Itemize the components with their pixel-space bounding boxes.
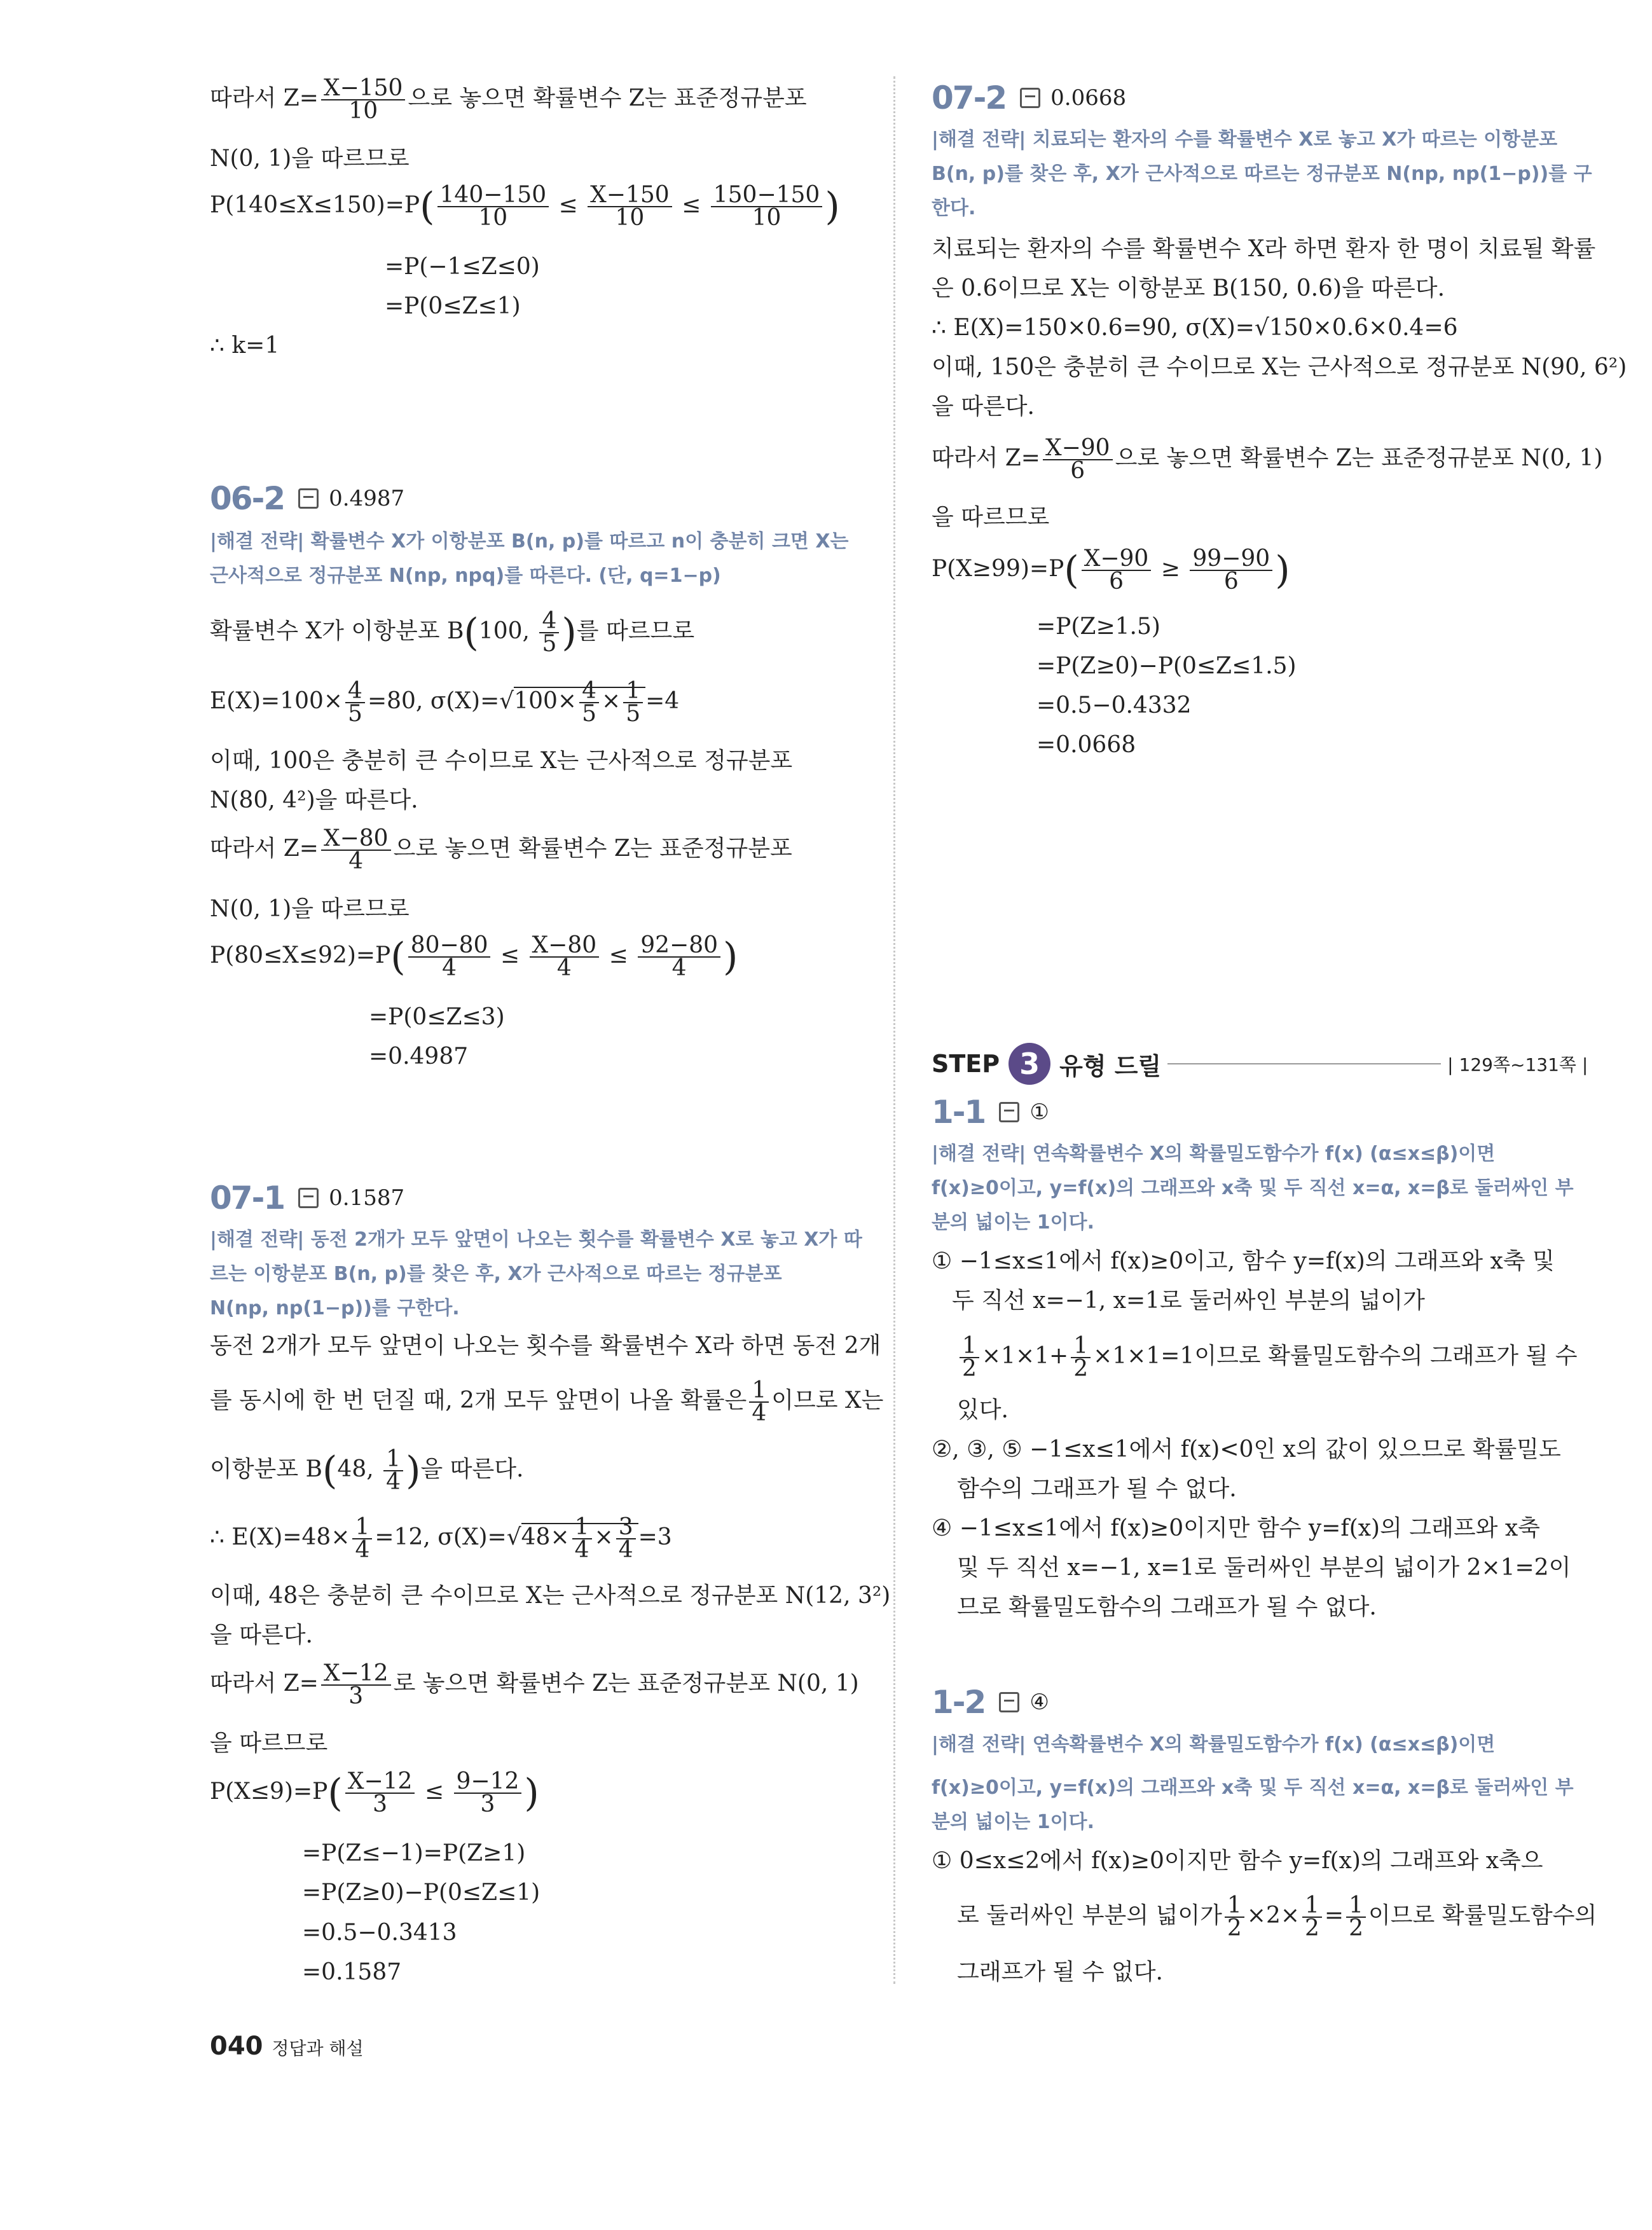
- strategy-hint-line3: 분의 넓이는 1이다.: [932, 1811, 1095, 1833]
- strategy-hint-line1: |해결 전략| 동전 2개가 모두 앞면이 나오는 횟수를 확률변수 X로 놓고 X가 따: [210, 1229, 862, 1251]
- strategy-hint-line3: 분의 넓이는 1이다.: [932, 1211, 1095, 1234]
- strategy-hint-line2: f(x)≥0이고, y=f(x)의 그래프와 x축 및 두 직선 x=α, x=β로 둘러싸인 부: [932, 1777, 1574, 1799]
- sec0-line2: N(0, 1)을 따르므로: [210, 146, 410, 172]
- sec12-line2: 로 둘러싸인 부분의 넓이가 $\frac{1}{2}$ ×2× $\frac{1}{2}$ = $\frac{1}{2}$ 이므로 확률밀도함수의: [957, 1892, 1597, 1941]
- problem-header-1-2: [932, 1684, 1049, 1721]
- sec072-line3: ∴ E(X)=150×0.6=90, σ(X)=√150×0.6×0.4=6: [932, 315, 1458, 341]
- answer-value: ①: [1029, 1099, 1049, 1125]
- problem-number: 1-2: [932, 1684, 986, 1721]
- answer-icon: [999, 1692, 1019, 1712]
- sec11-line9: 므로 확률밀도함수의 그래프가 될 수 없다.: [957, 1594, 1377, 1620]
- sec0-line3: P(140≤X≤150)=P( $\frac{140-150}{10}$ ≤ $\frac{X-150}{10}$ ≤ $\frac{150-150}{10}$ ): [210, 182, 840, 231]
- sec071-line9: P(X≤9)=P( $\frac{X-12}{3}$ ≤ $\frac{9-12}{3}$ ): [210, 1768, 539, 1817]
- answer-icon: [999, 1102, 1019, 1122]
- sec062-line5: 따라서 Z= $\frac{X-80}{4}$ 으로 놓으면 확률변수 Z는 표준정규분포: [210, 825, 792, 874]
- sec071-line8: 을 따르므로: [210, 1730, 328, 1756]
- sec072-line9: =P(Z≥1.5): [1036, 614, 1160, 640]
- sec072-line8: P(X≥99)=P( $\frac{X-90}{6}$ ≥ $\frac{99-90}{6}$ ): [932, 546, 1290, 595]
- sec062-line4: N(80, 4²)을 따른다.: [210, 787, 418, 813]
- fraction: $\frac{X-150}{10}$: [321, 78, 406, 122]
- strategy-hint-line1: |해결 전략| 연속확률변수 X의 확률밀도함수가 f(x) (α≤x≤β)이면: [932, 1143, 1496, 1165]
- answer-value: 0.4987: [329, 486, 405, 511]
- problem-number: 1-1: [932, 1094, 986, 1131]
- column-divider: [893, 76, 895, 1984]
- sec11-line6: 함수의 그래프가 될 수 없다.: [957, 1476, 1237, 1502]
- sec072-line2: 은 0.6이므로 X는 이항분포 B(150, 0.6)을 따른다.: [932, 275, 1445, 301]
- sec062-line6: N(0, 1)을 따르므로: [210, 896, 410, 922]
- step-word: STEP: [932, 1050, 1000, 1078]
- sec062-line2: E(X)=100× $\frac{4}{5}$ =80, σ(X)=√100× $\frac{4}{5}$ × $\frac{1}{5}$ =4: [210, 678, 680, 727]
- sec071-line12: =0.5−0.3413: [302, 1920, 457, 1946]
- problem-header-07-2: [932, 79, 1126, 116]
- sec071-line3: 이항분포 B(48, $\frac{1}{4}$ )을 따른다.: [210, 1446, 524, 1495]
- sec071-line1: 동전 2개가 모두 앞면이 나오는 횟수를 확률변수 X라 하면 동전 2개: [210, 1333, 881, 1359]
- sec072-line10: =P(Z≥0)−P(0≤Z≤1.5): [1036, 653, 1297, 679]
- step-title: 유형 드릴: [1059, 1052, 1162, 1080]
- sec0-line1: 따라서 Z= $\frac{X-150}{10}$ 으로 놓으면 확률변수 Z는 표준정규분포: [210, 75, 807, 124]
- strategy-hint-line1: |해결 전략| 치료되는 환자의 수를 확률변수 X로 놓고 X가 따르는 이항분포: [932, 128, 1558, 151]
- sec062-line8: =P(0≤Z≤3): [369, 1004, 505, 1030]
- sec062-line9: =0.4987: [369, 1043, 469, 1070]
- sec12-line3: 그래프가 될 수 없다.: [957, 1959, 1163, 1985]
- problem-number: 06-2: [210, 480, 285, 517]
- problem-header-07-1: [210, 1180, 404, 1216]
- strategy-hint-line3: N(np, np(1−p))를 구한다.: [210, 1297, 460, 1319]
- strategy-hint-line3: 한다.: [932, 197, 976, 219]
- strategy-hint-line2: 근사적으로 정규분포 N(np, npq)를 따른다. (단, q=1−p): [210, 565, 721, 587]
- step-header: [932, 1043, 1588, 1085]
- sec062-line7: P(80≤X≤92)=P( $\frac{80-80}{4}$ ≤ $\frac{X-80}{4}$ ≤ $\frac{92-80}{4}$ ): [210, 932, 738, 981]
- sec071-line5: 이때, 48은 충분히 큰 수이므로 X는 근사적으로 정규분포 N(12, 3²): [210, 1583, 891, 1609]
- sec072-line11: =0.5−0.4332: [1036, 692, 1192, 719]
- sec072-line7: 을 따르므로: [932, 504, 1050, 530]
- sec12-line1: ① 0≤x≤2에서 f(x)≥0이지만 함수 y=f(x)의 그래프와 x축으: [932, 1848, 1543, 1874]
- strategy-hint-line1: |해결 전략| 연속확률변수 X의 확률밀도함수가 f(x) (α≤x≤β)이면: [932, 1733, 1496, 1756]
- step-pages: | 129쪽~131쪽 |: [1447, 1054, 1588, 1075]
- sec071-line10: =P(Z≤−1)=P(Z≥1): [302, 1840, 526, 1866]
- sec11-line4: 있다.: [957, 1397, 1008, 1423]
- page-footer: [210, 2032, 364, 2061]
- sec071-line7: 따라서 Z= $\frac{X-12}{3}$ 로 놓으면 확률변수 Z는 표준정규분포 N(0, 1): [210, 1660, 859, 1709]
- sec072-line1: 치료되는 환자의 수를 확률변수 X라 하면 환자 한 명이 치료될 확률: [932, 236, 1596, 262]
- sec071-line4: ∴ E(X)=48× $\frac{1}{4}$ =12, σ(X)=√48× $\frac{1}{4}$ × $\frac{3}{4}$ =3: [210, 1514, 672, 1563]
- strategy-hint-line1: |해결 전략| 확률변수 X가 이항분포 B(n, p)를 따르고 n이 충분히 크면 X는: [210, 530, 849, 553]
- step-rule: [1167, 1063, 1441, 1064]
- sec072-line12: =0.0668: [1036, 732, 1136, 758]
- sec11-line5: ②, ③, ⑤ −1≤x≤1에서 f(x)<0인 x의 값이 있으므로 확률밀도: [932, 1436, 1561, 1463]
- answer-icon: [298, 1188, 319, 1208]
- sec062-line1: 확률변수 X가 이항분포 B(100, $\frac{4}{5}$ )를 따르므로: [210, 608, 695, 657]
- sec11-line8: 및 두 직선 x=−1, x=1로 둘러싸인 부분의 넓이가 2×1=2이: [957, 1555, 1571, 1581]
- problem-header-1-1: [932, 1094, 1049, 1131]
- answer-value: ④: [1029, 1690, 1049, 1715]
- sec0-line4: =P(−1≤Z≤0): [385, 254, 540, 280]
- sec071-line11: =P(Z≥0)−P(0≤Z≤1): [302, 1880, 540, 1906]
- footer-label: 정답과 해설: [272, 2038, 364, 2059]
- sec11-line1: ① −1≤x≤1에서 f(x)≥0이고, 함수 y=f(x)의 그래프와 x축 및: [932, 1248, 1555, 1274]
- sec0-line5: =P(0≤Z≤1): [385, 293, 521, 319]
- sec11-line3: $\frac{1}{2}$ ×1×1+ $\frac{1}{2}$ ×1×1=1이므로 확률밀도함수의 그래프가 될 수: [957, 1335, 1578, 1380]
- sec062-line3: 이때, 100은 충분히 큰 수이므로 X는 근사적으로 정규분포: [210, 748, 793, 774]
- sec0-line6: ∴ k=1: [210, 333, 280, 359]
- problem-number: 07-2: [932, 79, 1007, 116]
- sec11-line2: 두 직선 x=−1, x=1로 둘러싸인 부분의 넓이가: [952, 1288, 1425, 1314]
- answer-icon: [1020, 88, 1040, 108]
- sec071-line6: 을 따른다.: [210, 1622, 313, 1648]
- answer-value: 0.1587: [329, 1185, 405, 1211]
- answer-value: 0.0668: [1050, 85, 1127, 111]
- strategy-hint-line2: 르는 이항분포 B(n, p)를 찾은 후, X가 근사적으로 따르는 정규분포: [210, 1263, 782, 1285]
- problem-number: 07-1: [210, 1180, 285, 1216]
- step-number-badge: 3: [1008, 1043, 1050, 1085]
- strategy-hint-line2: f(x)≥0이고, y=f(x)의 그래프와 x축 및 두 직선 x=α, x=β로 둘러싸인 부: [932, 1177, 1574, 1199]
- sec072-line4: 이때, 150은 충분히 큰 수이므로 X는 근사적으로 정규분포 N(90, 6²): [932, 354, 1627, 380]
- answer-icon: [298, 488, 319, 509]
- page-number: 040: [210, 2032, 263, 2061]
- sec071-line13: =0.1587: [302, 1959, 402, 1985]
- sec071-line2: 를 동시에 한 번 던질 때, 2개 모두 앞면이 나올 확률은 $\frac{1}{4}$ 이므로 X는: [210, 1377, 884, 1426]
- sec072-line6: 따라서 Z= $\frac{X-90}{6}$ 으로 놓으면 확률변수 Z는 표준정규분포 N(0, 1): [932, 435, 1603, 484]
- sec11-line7: ④ −1≤x≤1에서 f(x)≥0이지만 함수 y=f(x)의 그래프와 x축: [932, 1515, 1540, 1541]
- sec072-line5: 을 따른다.: [932, 394, 1035, 420]
- problem-header-06-2: [210, 480, 404, 517]
- strategy-hint-line2: B(n, p)를 찾은 후, X가 근사적으로 따르는 정규분포 N(np, np(1−p))를 구: [932, 163, 1592, 185]
